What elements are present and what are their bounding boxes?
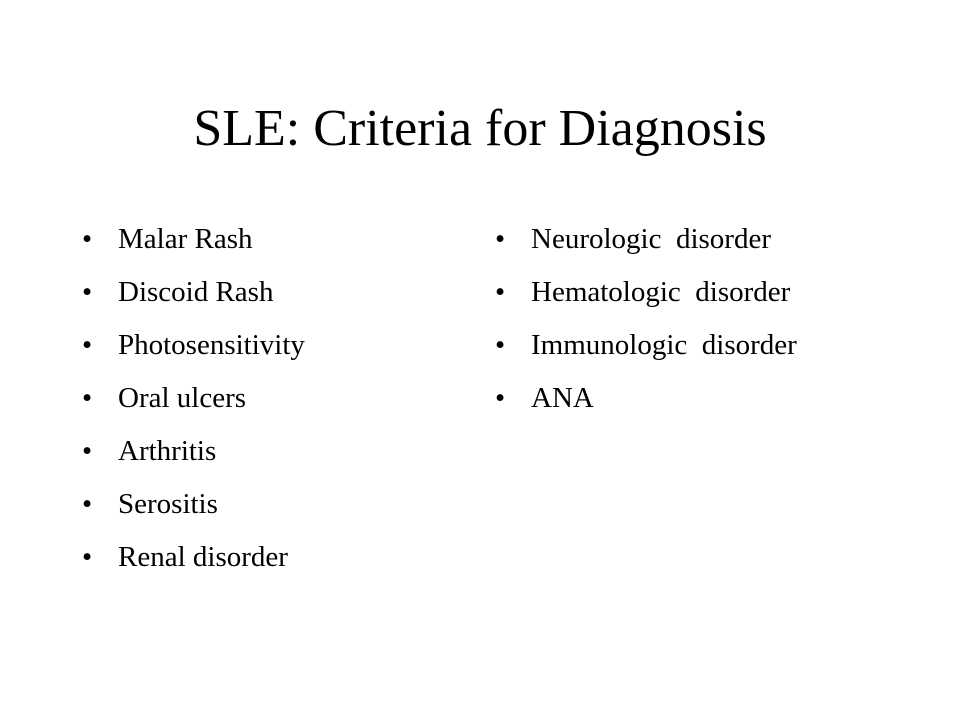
list-item: [495, 373, 915, 426]
criterion-text: Immunologic disorder: [531, 329, 797, 361]
criterion-text: Hematologic disorder: [531, 276, 791, 308]
criterion-text: Neurologic disorder: [531, 223, 771, 255]
bullet-icon: •: [495, 223, 506, 255]
bullet-icon: •: [82, 329, 93, 361]
list-item: [495, 320, 915, 373]
list-item: [82, 532, 482, 585]
list-item: [82, 320, 482, 373]
criterion-text: Arthritis: [118, 435, 217, 467]
bullet-icon: •: [82, 488, 93, 520]
bullet-icon: •: [495, 382, 506, 414]
criterion-text: Serositis: [118, 488, 218, 520]
bullet-icon: •: [82, 276, 93, 308]
bullet-icon: •: [82, 435, 93, 467]
criterion-text: Oral ulcers: [118, 382, 247, 414]
bullet-icon: •: [495, 276, 506, 308]
list-item: [495, 267, 915, 320]
criterion-text: Renal disorder: [118, 541, 288, 573]
list-item: [495, 214, 915, 267]
criterion-text: ANA: [531, 382, 594, 414]
bullet-icon: •: [82, 223, 93, 255]
criterion-text: Photosensitivity: [118, 329, 305, 361]
list-item: [82, 267, 482, 320]
list-item: [82, 373, 482, 426]
slide-title: SLE: Criteria for Diagnosis: [193, 100, 767, 157]
criteria-list-left: [82, 214, 482, 585]
list-item: [82, 479, 482, 532]
bullet-icon: •: [82, 541, 93, 573]
criteria-list-right: [495, 214, 915, 426]
criterion-text: Malar Rash: [118, 223, 253, 255]
bullet-icon: •: [82, 382, 93, 414]
list-item: [82, 426, 482, 479]
criterion-text: Discoid Rash: [118, 276, 274, 308]
list-item: [82, 214, 482, 267]
bullet-icon: •: [495, 329, 506, 361]
